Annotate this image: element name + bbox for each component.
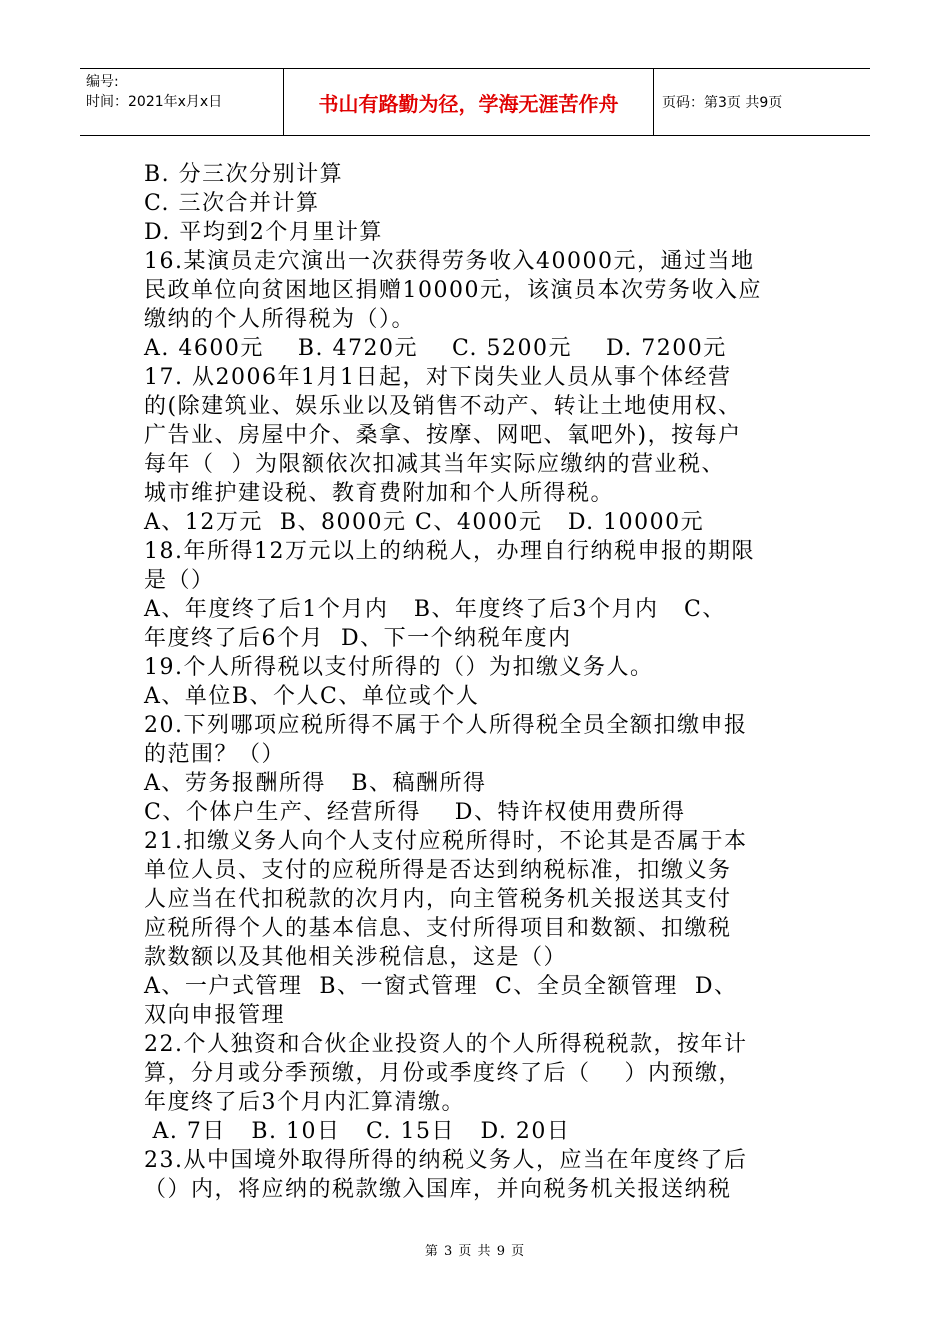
text-line: 单位人员、支付的应税所得是否达到纳税标准，扣缴义务 [144,858,732,883]
text-line: 19.个人所得税以支付所得的（）为扣缴义务人。 [144,655,654,680]
text-line: 每年（ ）为限额依次扣减其当年实际应缴纳的营业税、 [144,452,725,477]
text-line: 20.下列哪项应税所得不属于个人所得税全员全额扣缴申报 [144,713,748,738]
text-line: 算，分月或分季预缴，月份或季度终了后（ ）内预缴， [144,1061,742,1086]
text-line: 16.某演员走穴演出一次获得劳务收入40000元，通过当地 [144,249,755,274]
header-meta [80,69,284,135]
text-line: 双向申报管理 [144,1003,286,1028]
text-line: 年度终了后3个月内汇算清缴。 [144,1090,465,1115]
text-line: 应税所得个人的基本信息、支付所得项目和数额、扣缴税 [144,916,732,941]
text-line: 17. 从2006年1月1日起，对下岗失业人员从事个体经营 [144,365,732,390]
text-line: 18.年所得12万元以上的纳税人，办理自行纳税申报的期限 [144,539,755,564]
text-line: 款数额以及其他相关涉税信息，这是（） [144,945,568,970]
text-line: C. 三次合并计算 [144,191,320,216]
page-header [80,68,870,136]
text-line: 23.从中国境外取得所得的纳税义务人，应当在年度终了后 [144,1148,748,1173]
text-line: 人应当在代扣税款的次月内，向主管税务机关报送其支付 [144,887,732,912]
page-footer: 第 3 页 共 9 页 [424,1244,526,1259]
time-label: 时间：2021年x月x日 [86,94,223,110]
document-body [144,160,824,1204]
text-line: 的(除建筑业、娱乐业以及销售不动产、转让土地使用权、 [144,394,742,419]
serial-label: 编号: [86,74,119,90]
text-line: C、个体户生产、经营所得 D、特许权使用费所得 [144,800,686,825]
text-line: 21.扣缴义务人向个人支付应税所得时，不论其是否属于本 [144,829,748,854]
text-line: B. 分三次分别计算 [144,162,344,187]
text-line: 的范围？（） [144,742,286,767]
text-line: 城市维护建设税、教育费附加和个人所得税。 [144,481,615,506]
text-line: 年度终了后6个月 D、下一个纳税年度内 [144,626,572,651]
text-line: A. 7日 B. 10日 C. 15日 D. 20日 [144,1119,571,1144]
text-line: D. 平均到2个月里计算 [144,220,383,245]
text-line: 22.个人独资和合伙企业投资人的个人所得税税款，按年计 [144,1032,748,1057]
text-line: 民政单位向贫困地区捐赠10000元，该演员本次劳务收入应 [144,278,762,303]
text-line: A、一户式管理 B、一窗式管理 C、全员全额管理 D、 [144,974,738,999]
text-line: A、12万元 B、8000元 C、4000元 D. 10000元 [144,510,705,535]
text-line: A、劳务报酬所得 B、稿酬所得 [144,771,487,796]
header-page-info: 页码：第3页 共9页 [662,95,783,111]
text-line: 缴纳的个人所得税为（）。 [144,307,416,332]
text-line: A、单位B、个人C、单位或个人 [144,684,480,709]
text-line: A、年度终了后1个月内 B、年度终了后3个月内 C、 [144,597,726,622]
text-line: 是（） [144,568,215,593]
header-motto: 书山有路勤为径，学海无涯苦作舟 [284,69,654,135]
text-line: （）内，将应纳的税款缴入国库，并向税务机关报送纳税 [144,1177,732,1202]
text-line: A. 4600元 B. 4720元 C. 5200元 D. 7200元 [144,336,727,361]
text-line: 广告业、房屋中介、桑拿、按摩、网吧、氧吧外)，按每户 [144,423,742,448]
